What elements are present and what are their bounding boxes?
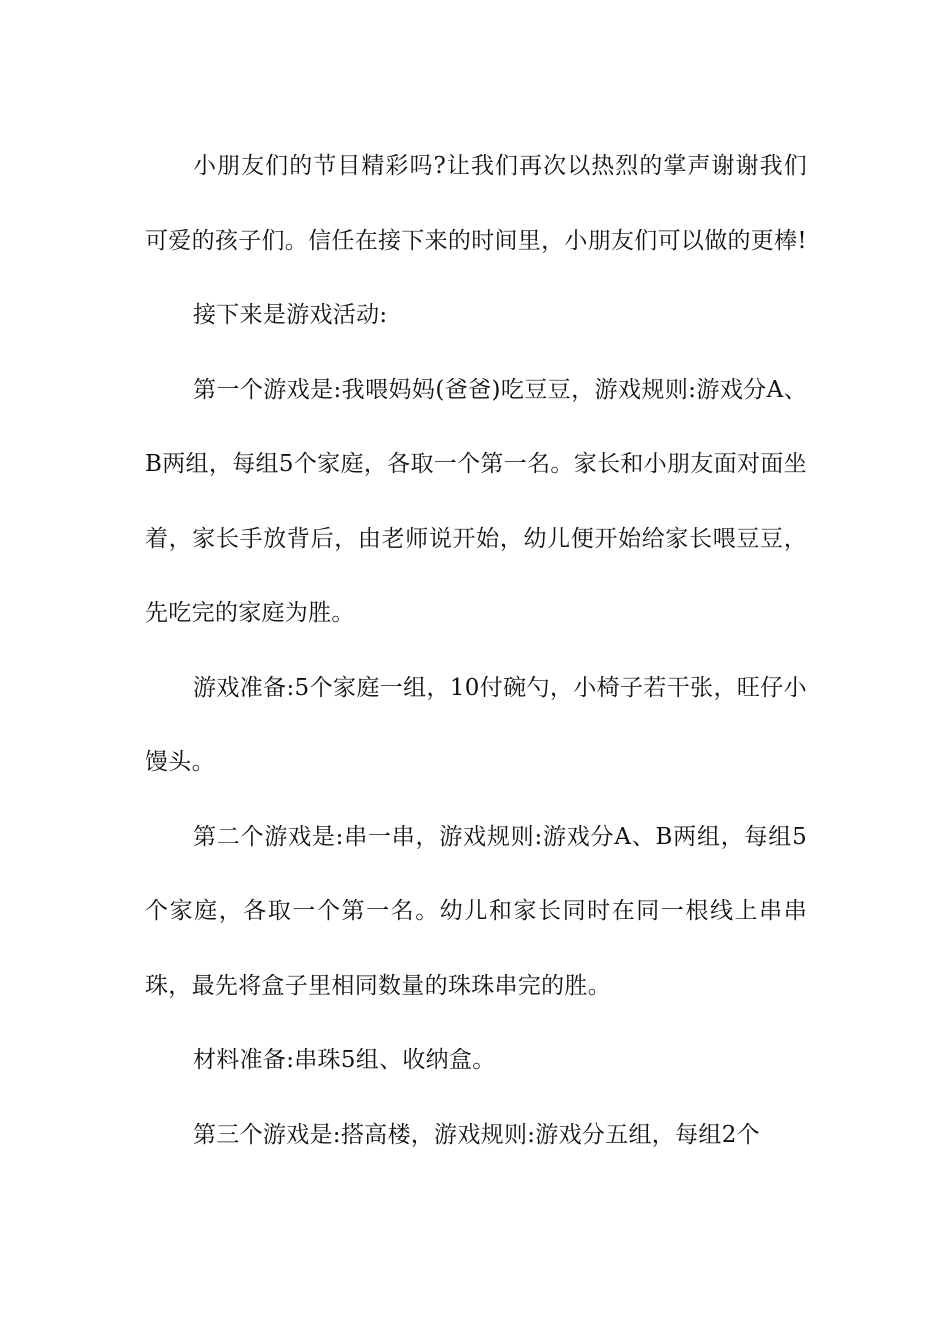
paragraph-game-one-rules: 第一个游戏是:我喂妈妈(爸爸)吃豆豆，游戏规则:游戏分A、B两组，每组5个家庭，各取一个第一名。家长和小朋友面对面坐着，家长手放背后，由老师说开始，幼儿便开始给家长喂豆豆，先吃完的家庭为胜。	[145, 376, 807, 626]
paragraph-games-intro: 接下来是游戏活动:	[193, 302, 388, 328]
paragraph-game-one-prep: 游戏准备:5个家庭一组，10付碗勺，小椅子若干张，旺仔小馒头。	[145, 674, 807, 775]
document-body	[145, 129, 807, 1172]
paragraph-game-three-rules: 第三个游戏是:搭高楼，游戏规则:游戏分五组，每组2个	[193, 1121, 760, 1148]
paragraph-game-two-materials: 材料准备:串珠5组、收纳盒。	[193, 1047, 496, 1073]
paragraph-game-two-rules: 第二个游戏是:串一串，游戏规则:游戏分A、B两组，每组5个家庭，各取一个第一名。幼儿和家长同时在同一根线上串串珠，最先将盒子里相同数量的珠珠串完的胜。	[145, 823, 807, 999]
paragraph-applause: 小朋友们的节目精彩吗?让我们再次以热烈的掌声谢谢我们可爱的孩子们。信任在接下来的时间里，小朋友们可以做的更棒!	[145, 153, 807, 254]
